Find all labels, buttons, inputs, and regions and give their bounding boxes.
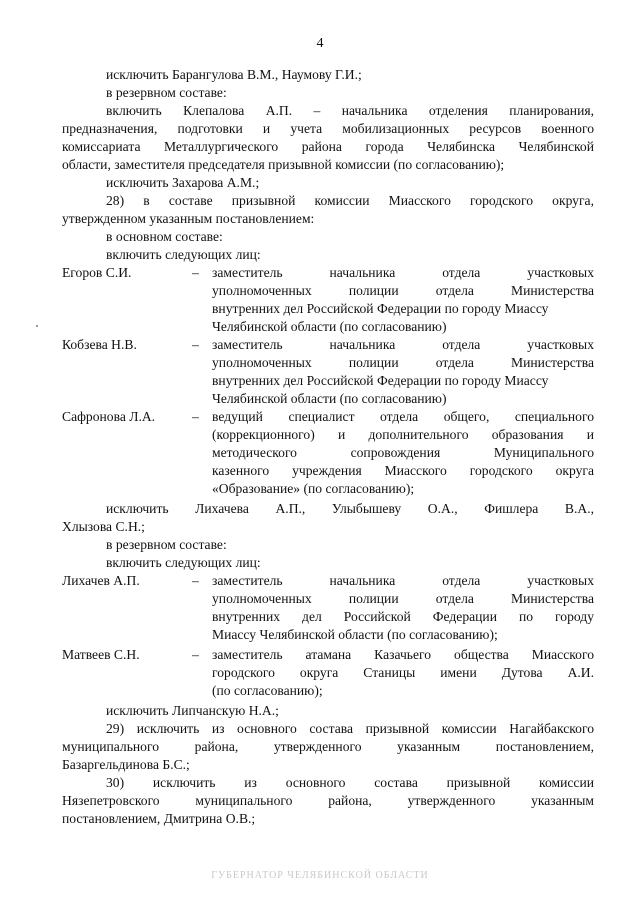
person-desc: Миассу Челябинской области (по согласованию); xyxy=(212,627,498,642)
person-desc: уполномоченных полиции отдела Министерства xyxy=(212,283,594,298)
person-desc: внутренних дел Российской Федерации по городу xyxy=(212,609,594,624)
person-desc: внутренних дел Российской Федерации по городу Миассу xyxy=(212,373,549,388)
text-line: 29) исключить из основного состава призывной комиссии Нагайбакского xyxy=(106,721,594,736)
person-name: Матвеев С.Н. xyxy=(62,647,140,662)
person-desc: уполномоченных полиции отдела Министерства xyxy=(212,355,594,370)
person-desc: ведущий специалист отдела общего, специального xyxy=(212,409,594,424)
person-name: Сафронова Л.А. xyxy=(62,409,156,424)
text-line: предназначения, подготовки и учета мобилизационных ресурсов военного xyxy=(62,121,594,136)
person-desc: заместитель начальника отдела участковых xyxy=(212,337,594,352)
person-desc: (по согласованию); xyxy=(212,683,323,698)
text-line: исключить Лихачева А.П., Улыбышеву О.А., Фишлера В.А., xyxy=(106,501,594,516)
text-line: 30) исключить из основного состава призывной комиссии xyxy=(106,775,594,790)
text-line: исключить Липчанскую Н.А.; xyxy=(106,703,279,718)
dash: – xyxy=(192,409,199,424)
text-line: комиссариата Металлургического района города Челябинска Челябинской xyxy=(62,139,594,154)
person-desc: внутренних дел Российской Федерации по городу Миассу xyxy=(212,301,549,316)
person-desc: Челябинской области (по согласованию) xyxy=(212,319,447,334)
dash: – xyxy=(192,265,199,280)
text-line: в основном составе: xyxy=(106,229,223,244)
scan-mark xyxy=(36,325,38,327)
text-line: в резервном составе: xyxy=(106,85,227,100)
person-desc: заместитель атамана Казачьего общества Миасского xyxy=(212,647,594,662)
dash: – xyxy=(192,647,199,662)
dash: – xyxy=(192,573,199,588)
text-line: области, заместителя председателя призывной комиссии (по согласованию); xyxy=(62,157,505,172)
person-desc: уполномоченных полиции отдела Министерства xyxy=(212,591,594,606)
text-line: включить Клепалова А.П. – начальника отделения планирования, xyxy=(106,103,594,118)
text-line: утвержденном указанным постановлением: xyxy=(62,211,315,226)
text-line: Нязепетровского муниципального района, утвержденного указанным xyxy=(62,793,594,808)
person-desc: городского округа Станицы имени Дутова А.И. xyxy=(212,665,594,680)
person-name: Кобзева Н.В. xyxy=(62,337,137,352)
footer-watermark: ГУБЕРНАТОР ЧЕЛЯБИНСКОЙ ОБЛАСТИ xyxy=(211,870,429,881)
text-line: Хлызова С.Н.; xyxy=(62,519,145,534)
text-line: постановлением, Дмитрина О.В.; xyxy=(62,811,256,826)
person-desc: «Образование» (по согласованию); xyxy=(212,481,415,496)
text-line: включить следующих лиц: xyxy=(106,247,261,262)
text-line: исключить Барангулова В.М., Наумову Г.И.; xyxy=(106,67,362,82)
text-line: в резервном составе: xyxy=(106,537,227,552)
person-desc: (коррекционного) и дополнительного образования и xyxy=(212,427,594,442)
person-desc: заместитель начальника отдела участковых xyxy=(212,265,594,280)
person-desc: Челябинской области (по согласованию) xyxy=(212,391,447,406)
text-line: муниципального района, утвержденного указанным постановлением, xyxy=(62,739,594,754)
person-desc: заместитель начальника отдела участковых xyxy=(212,573,594,588)
page-number: 4 xyxy=(316,36,324,51)
person-name: Егоров С.И. xyxy=(62,265,132,280)
text-line: включить следующих лиц: xyxy=(106,555,261,570)
text-line: Базаргельдинова Б.С.; xyxy=(62,757,190,772)
person-desc: казенного учреждения Миасского городского округа xyxy=(212,463,594,478)
person-desc: методического сопровождения Муниципального xyxy=(212,445,594,460)
text-line: исключить Захарова А.М.; xyxy=(106,175,260,190)
text-line: 28) в составе призывной комиссии Миасского городского округа, xyxy=(106,193,594,208)
dash: – xyxy=(192,337,199,352)
person-name: Лихачев А.П. xyxy=(62,573,140,588)
